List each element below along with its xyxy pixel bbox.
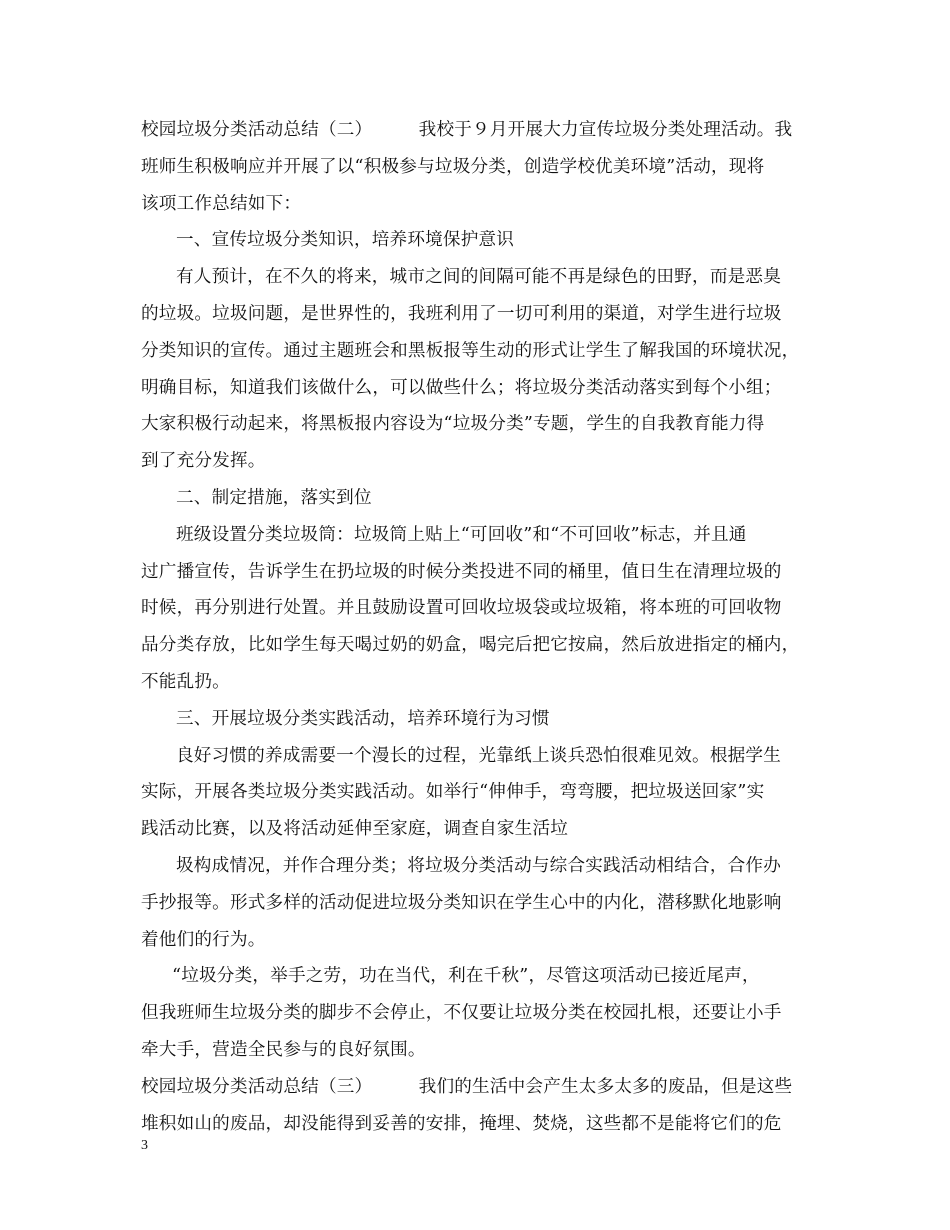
text-line: 分类知识的宣传。通过主题班会和黑板报等生动的形式让学生了解我国的环境状况， <box>141 340 800 361</box>
text-line: 校园垃圾分类活动总结（三） 我们的生活中会产生太多太多的废品，但是这些 <box>141 1076 793 1097</box>
text-line: 的垃圾。垃圾问题，是世界性的，我班利用了一切可利用的渠道，对学生进行垃圾 <box>141 303 782 324</box>
section-heading: 二、制定措施，落实到位 <box>176 487 372 508</box>
text-line: 但我班师生垃圾分类的脚步不会停止，不仅要让垃圾分类在校园扎根，还要让小手 <box>141 1003 782 1024</box>
text-line: 手抄报等。形式多样的活动促进垃圾分类知识在学生心中的内化，潜移默化地影响 <box>141 892 782 913</box>
text-line: 有人预计，在不久的将来，城市之间的间隔可能不再是绿色的田野，而是恶臭 <box>176 267 781 288</box>
text-line: 良好习惯的养成需要一个漫长的过程，光靠纸上谈兵恐怕很难见效。根据学生 <box>176 745 781 766</box>
text-line: 该项工作总结如下： <box>141 193 302 214</box>
text-line: 堆积如山的废品，却没能得到妥善的安排，掩埋、焚烧，这些都不是能将它们的危 <box>141 1113 782 1134</box>
text-line: 过广播宣传，告诉学生在扔垃圾的时候分类投进不同的桶里，值日生在清理垃圾的 <box>141 561 782 582</box>
text-line: 牵大手，营造全民参与的良好氛围。 <box>141 1039 426 1060</box>
text-line: 班级设置分类垃圾筒：垃圾筒上贴上“可回收”和“不可回收”标志，并且通 <box>176 524 747 545</box>
text-line: 大家积极行动起来，将黑板报内容设为“垃圾分类”专题，学生的自我教育能力得 <box>141 414 765 435</box>
text-line: 着他们的行为。 <box>141 929 266 950</box>
page-number: 3 <box>141 1138 148 1153</box>
document-body <box>141 112 821 1142</box>
section-heading: 三、开展垃圾分类实践活动，培养环境行为习惯 <box>176 708 550 729</box>
text-line: 实际，开展各类垃圾分类实践活动。如举行“伸伸手，弯弯腰，把垃圾送回家”实 <box>141 782 765 803</box>
text-line: 圾构成情况，并作合理分类；将垃圾分类活动与综合实践活动相结合，合作办 <box>176 855 781 876</box>
text-line: 不能乱扔。 <box>141 671 230 692</box>
text-line: 到了充分发挥。 <box>141 451 266 472</box>
text-line: 校园垃圾分类活动总结（二） 我校于９月开展大力宣传垃圾分类处理活动。我 <box>141 120 793 140</box>
text-line: 践活动比赛，以及将活动延伸至家庭，调查自家生活垃 <box>141 819 569 840</box>
text-line: “垃圾分类，举手之劳，功在当代，利在千秋”，尽管这项活动已接近尾声， <box>172 966 760 987</box>
text-line: 时候，再分别进行处置。并且鼓励设置可回收垃圾袋或垃圾箱，将本班的可回收物 <box>141 598 782 619</box>
section-heading: 一、宣传垃圾分类知识，培养环境保护意识 <box>176 230 515 251</box>
text-line: 品分类存放，比如学生每天喝过奶的奶盒，喝完后把它按扁，然后放进指定的桶内， <box>141 635 800 656</box>
text-line: 班师生积极响应并开展了以“积极参与垃圾分类，创造学校优美环境”活动，现将 <box>141 156 765 177</box>
text-line: 明确目标，知道我们该做什么，可以做些什么；将垃圾分类活动落实到每个小组； <box>141 377 782 398</box>
